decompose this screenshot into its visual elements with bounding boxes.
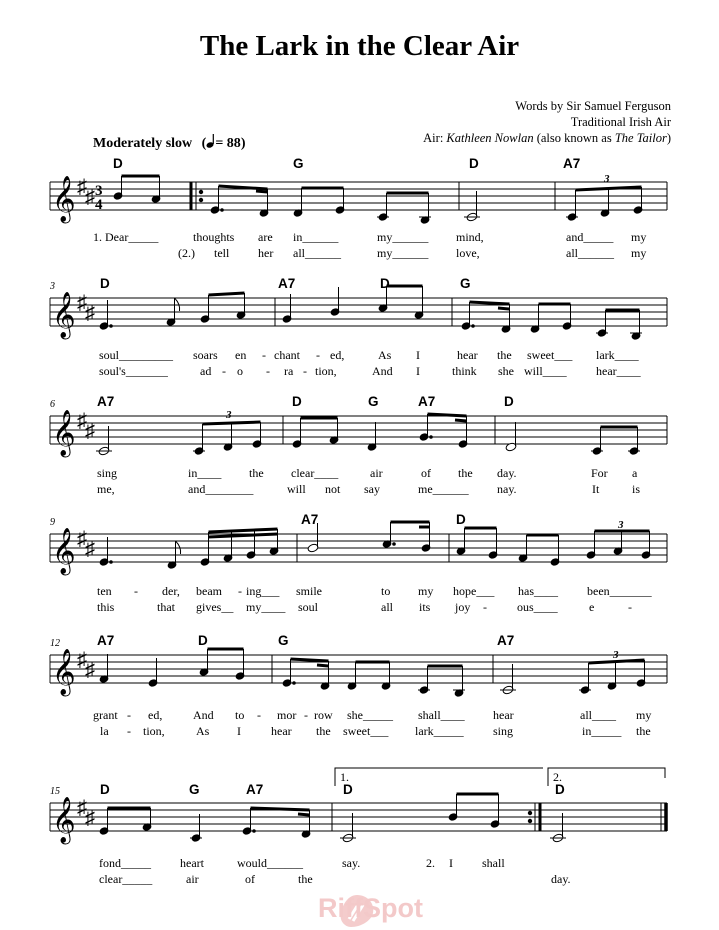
staff-system-5 (0, 633, 719, 743)
triplet-marker: 3 (618, 519, 624, 531)
chord-symbol: D (113, 156, 123, 171)
lyric-syllable: my (631, 230, 647, 244)
lyric-syllable: ed, (330, 348, 345, 362)
staff-system-4 (0, 512, 719, 622)
lyric-syllable: the (316, 724, 331, 738)
chord-symbol: A7 (97, 633, 115, 648)
lyric-syllable: As (196, 724, 210, 738)
chord-symbol: D (469, 156, 479, 171)
lyric-syllable: clear_____ (99, 872, 153, 886)
lyric-syllable: - (266, 364, 270, 378)
lyric-syllable: tion, (143, 724, 165, 738)
chord-symbol: A7 (418, 394, 436, 409)
lyric-syllable: me, (97, 482, 115, 496)
lyric-syllable: my____ (246, 600, 286, 614)
measure-number: 12 (50, 638, 60, 649)
lyric-syllable: of (421, 466, 431, 480)
lyric-syllable: ous____ (517, 600, 558, 614)
measure-number: 6 (50, 399, 55, 410)
lyric-syllable: its (419, 600, 431, 614)
lyric-syllable: thoughts (193, 230, 235, 244)
lyric-syllable: think (452, 364, 477, 378)
chord-symbol: A7 (97, 394, 115, 409)
lyric-syllable: air (370, 466, 383, 480)
lyric-syllable: love, (456, 246, 480, 260)
lyric-syllable: say (364, 482, 380, 496)
lyric-syllable: gives__ (196, 600, 234, 614)
notes (99, 794, 666, 843)
chord-symbol: G (293, 156, 304, 171)
treble-clef-icon: 𝄞 (52, 176, 76, 221)
lyric-syllable: der, (162, 584, 180, 598)
chord-symbol: D (343, 782, 353, 797)
lyric-syllable: en (235, 348, 247, 362)
watermark-text: RiffSpot (318, 893, 423, 923)
lyric-syllable: the (497, 348, 512, 362)
air-alt-name: The Tailor (614, 131, 667, 145)
lyric-syllable: day. (551, 872, 571, 886)
lyric-syllable: hope___ (453, 584, 495, 598)
triplet-marker: 3 (604, 173, 610, 185)
volta-brackets (335, 768, 665, 786)
triplet-marker: 3 (226, 409, 232, 421)
chord-symbol: A7 (278, 276, 296, 291)
lyric-syllable: air (186, 872, 199, 886)
lyric-syllable: - (127, 708, 131, 722)
staff-lines (50, 655, 667, 683)
lyric-syllable: say. (342, 856, 361, 870)
lyric-syllable: my (418, 584, 434, 598)
lyric-syllable: not (325, 482, 341, 496)
svg-text:♯: ♯ (85, 302, 95, 324)
staff-system-1 (0, 156, 719, 260)
svg-text:♯: ♯ (77, 649, 87, 671)
staff-system-1-notation (0, 160, 719, 220)
lyric-syllable: mor (277, 708, 297, 722)
tradition-credit: Traditional Irish Air (570, 115, 671, 129)
lyric-syllable: of (245, 872, 255, 886)
lyric-syllable: I (416, 348, 420, 362)
lyric-syllable: been_______ (587, 584, 652, 598)
staff-system-4-notation (0, 512, 719, 572)
lyric-syllable: - (222, 364, 226, 378)
lyric-syllable: a (632, 466, 638, 480)
lyric-syllable: It (592, 482, 600, 496)
lyric-syllable: shall (482, 856, 505, 870)
lyric-syllable: day. (497, 466, 517, 480)
lyric-syllable: 2. (426, 856, 435, 870)
lyric-syllable: hear____ (596, 364, 641, 378)
lyric-syllable: and________ (188, 482, 254, 496)
lyric-syllable: soul's_______ (99, 364, 168, 378)
air-mid: (also known as (533, 131, 615, 145)
tempo-bracket-open: ( (201, 136, 207, 151)
lyric-syllable: - (262, 348, 266, 362)
lyric-syllable: are (258, 230, 273, 244)
svg-text:♯: ♯ (85, 420, 95, 442)
svg-text:♯: ♯ (77, 176, 87, 198)
lyric-syllable: - (628, 600, 632, 614)
lyric-syllable: ra (284, 364, 294, 378)
svg-text:♯: ♯ (77, 292, 87, 314)
lyric-syllable: lark_____ (415, 724, 464, 738)
lyric-syllable: o (237, 364, 243, 378)
lyric-syllable: For (591, 466, 608, 480)
lyric-syllable: - (127, 724, 131, 738)
chord-symbol: D (380, 276, 390, 291)
lyric-syllable: in______ (293, 230, 339, 244)
lyric-syllable: - (316, 348, 320, 362)
air-credit (423, 131, 671, 146)
words-credit: Words by Sir Samuel Ferguson (515, 99, 671, 113)
tempo-marking (93, 134, 245, 152)
lyric-syllable: joy (455, 600, 471, 614)
svg-text:♯: ♯ (85, 538, 95, 560)
lyric-syllable: la (100, 724, 109, 738)
notes (99, 286, 667, 340)
chord-symbol: D (504, 394, 514, 409)
lyric-syllable: row (314, 708, 333, 722)
chord-symbol: D (456, 512, 466, 527)
chord-symbol: D (198, 633, 208, 648)
lyric-syllable: tell (214, 246, 230, 260)
volta-second-label: 2. (553, 770, 562, 784)
lyric-syllable: nay. (497, 482, 517, 496)
notes (99, 649, 667, 697)
treble-clef-icon: 𝄞 (52, 528, 76, 573)
svg-text:♯: ♯ (85, 807, 95, 829)
svg-text:♯: ♯ (77, 797, 87, 819)
lyric-syllable: sing (97, 466, 118, 480)
treble-clef-icon: 𝄞 (52, 649, 76, 694)
lyric-syllable: As (378, 348, 392, 362)
lyric-syllable: fond_____ (99, 856, 151, 870)
svg-text:♯: ♯ (85, 659, 95, 681)
lyric-syllable: 1. Dear_____ (93, 230, 159, 244)
lyric-syllable: she (498, 364, 514, 378)
lyric-syllable: beam (196, 584, 222, 598)
lyric-syllable: ten (97, 584, 112, 598)
lyric-syllable: my______ (377, 246, 429, 260)
tempo-text: Moderately slow (93, 136, 193, 151)
chord-symbol: A7 (497, 633, 515, 648)
lyric-syllable: clear____ (291, 466, 339, 480)
measure-number: 3 (50, 281, 55, 292)
lyric-syllable: heart (180, 856, 204, 870)
lyric-syllable: And (193, 708, 214, 722)
svg-text:♯: ♯ (77, 528, 87, 550)
measure-number: 15 (50, 786, 60, 797)
staff-lines (50, 182, 667, 210)
lyric-syllable: my______ (377, 230, 429, 244)
lyric-syllable: soul (298, 600, 319, 614)
lyric-syllable: is (632, 482, 641, 496)
lyric-syllable: the (298, 872, 313, 886)
triplet-marker: 3 (613, 649, 619, 661)
lyric-syllable: - (483, 600, 487, 614)
lyric-syllable: (2.) (178, 246, 195, 260)
treble-clef-icon: 𝄞 (52, 797, 76, 842)
lyric-syllable: - (238, 584, 242, 598)
lyric-syllable: will (287, 482, 306, 496)
chord-symbol: A7 (563, 156, 581, 171)
treble-clef-icon: 𝄞 (52, 410, 76, 455)
lyric-syllable: to (381, 584, 391, 598)
svg-text:♯: ♯ (77, 410, 87, 432)
staff-lines (50, 416, 667, 444)
chord-symbol: G (368, 394, 379, 409)
lyric-syllable: her (258, 246, 274, 260)
staff-system-6 (0, 766, 719, 896)
treble-clef-icon: 𝄞 (52, 292, 76, 337)
lyric-syllable: the (458, 466, 473, 480)
chord-symbol: D (100, 782, 110, 797)
notes (113, 176, 667, 224)
chord-symbol: A7 (301, 512, 319, 527)
lyric-syllable: to (235, 708, 245, 722)
quarter-note-icon (206, 134, 215, 149)
lyric-syllable: in____ (188, 466, 222, 480)
air-end: ) (666, 131, 671, 145)
lyric-syllable: - (134, 584, 138, 598)
lyric-syllable: hear (271, 724, 292, 738)
lyric-syllable: my (636, 708, 652, 722)
time-signature (95, 183, 103, 213)
lyric-syllable: I (416, 364, 420, 378)
chord-symbol: G (189, 782, 200, 797)
air-prefix: Air: (423, 131, 447, 145)
svg-text:3: 3 (95, 183, 103, 199)
chord-symbol: D (100, 276, 110, 291)
lyric-syllable: has____ (518, 584, 558, 598)
staff-system-3 (0, 394, 719, 504)
lyric-syllable: hear (493, 708, 514, 722)
chord-symbol: D (555, 782, 565, 797)
lyric-syllable: would______ (237, 856, 303, 870)
lyric-syllable: she_____ (347, 708, 393, 722)
air-name: Kathleen Nowlan (446, 131, 534, 145)
lyric-syllable: all (381, 600, 393, 614)
lyric-syllable: all____ (580, 708, 616, 722)
lyric-syllable: ing___ (246, 584, 280, 598)
lyric-syllable: and_____ (566, 230, 614, 244)
chord-symbol: A7 (246, 782, 264, 797)
lyric-syllable: ad (200, 364, 212, 378)
lyric-syllable: ed, (148, 708, 163, 722)
chord-symbol: G (460, 276, 471, 291)
lyric-syllable: the (249, 466, 264, 480)
lyric-syllable: smile (296, 584, 322, 598)
lyric-syllable: lark____ (596, 348, 639, 362)
chord-symbol: D (292, 394, 302, 409)
lyric-syllable: - (303, 364, 307, 378)
lyric-syllable: soars (193, 348, 218, 362)
lyric-syllable: hear (457, 348, 478, 362)
staff-system-2 (0, 276, 719, 386)
song-title: The Lark in the Clear Air (199, 30, 520, 62)
measure-number: 9 (50, 517, 55, 528)
lyric-syllable: - (257, 708, 261, 722)
lyric-syllable: the (636, 724, 651, 738)
lyric-syllable: sing (493, 724, 514, 738)
lyric-syllable: in_____ (582, 724, 622, 738)
chord-symbol: G (278, 633, 289, 648)
lyric-syllable: And (372, 364, 393, 378)
notes (96, 414, 667, 456)
lyric-syllable: sweet___ (343, 724, 389, 738)
lyric-syllable: sweet___ (527, 348, 573, 362)
tempo-bpm: = 88 (215, 136, 241, 151)
lyric-syllable: all______ (566, 246, 614, 260)
lyric-syllable: my (631, 246, 647, 260)
lyric-syllable: me______ (418, 482, 469, 496)
volta-first-label: 1. (340, 770, 349, 784)
lyric-syllable: shall____ (418, 708, 465, 722)
lyric-syllable: - (304, 708, 308, 722)
lyric-syllable: will____ (524, 364, 567, 378)
lyric-syllable: grant (93, 708, 118, 722)
lyric-syllable: this (97, 600, 115, 614)
lyric-syllable: e (589, 600, 595, 614)
tempo-bracket-close: ) (240, 136, 246, 151)
lyric-syllable: I (237, 724, 241, 738)
lyric-syllable: all______ (293, 246, 341, 260)
staff-lines (50, 298, 667, 326)
svg-text:♯: ♯ (85, 186, 95, 208)
svg-text:4: 4 (95, 197, 103, 213)
staff-lines (50, 534, 667, 562)
staff-system-6-notation (0, 766, 719, 846)
lyric-syllable: chant (274, 348, 300, 362)
lyric-syllable: tion, (315, 364, 337, 378)
lyric-syllable: mind, (456, 230, 484, 244)
lyric-syllable: that (157, 600, 175, 614)
lyric-syllable: soul_________ (99, 348, 174, 362)
lyric-syllable: I (449, 856, 453, 870)
